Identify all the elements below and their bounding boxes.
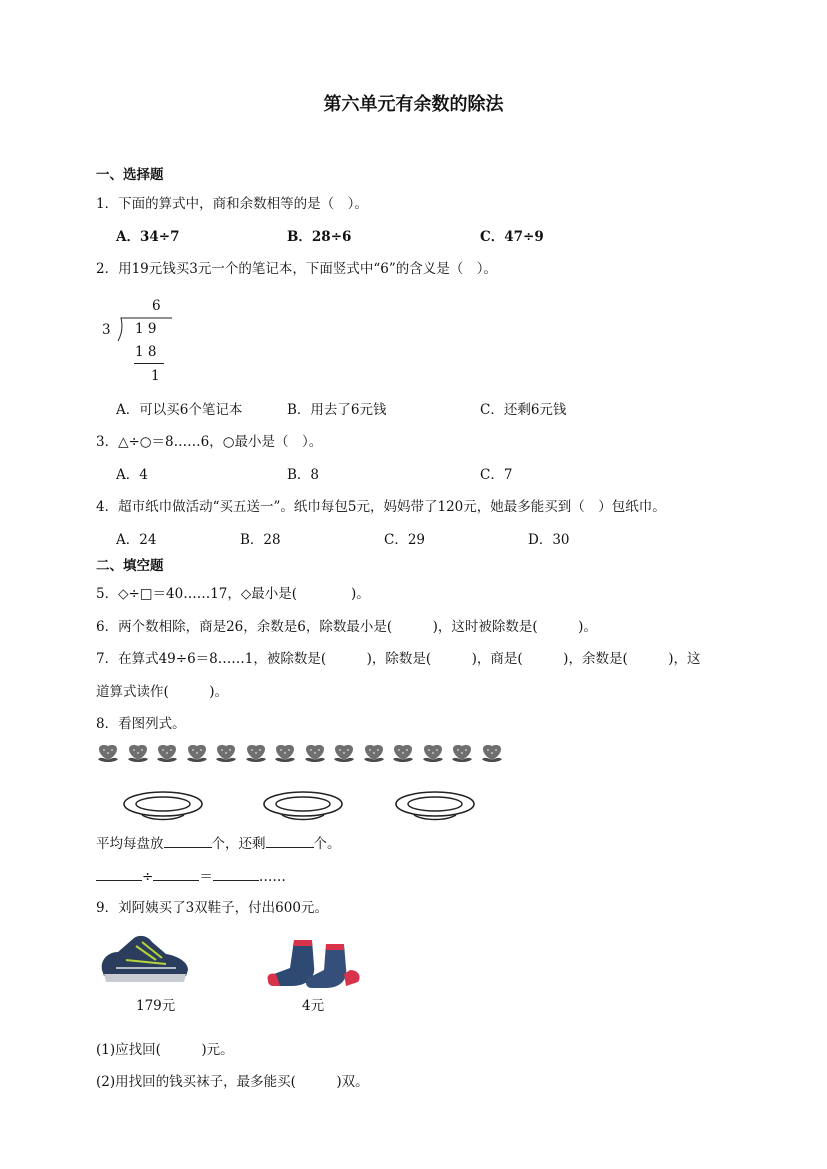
- q9-stem: 9．刘阿姨买了3双鞋子，付出600元。: [96, 900, 328, 916]
- q4-option-c: C．29: [384, 532, 426, 548]
- strawberry-icon: [391, 743, 415, 765]
- strawberry-icon: [362, 743, 386, 765]
- q8-answer-line2: [96, 868, 286, 885]
- q4-option-d: D．30: [528, 532, 570, 548]
- q8-text-end: 个。: [313, 836, 341, 852]
- q1-option-a: A．34÷7: [116, 229, 180, 245]
- strawberry-icon: [96, 743, 120, 765]
- socks-price: 4元: [302, 998, 325, 1014]
- division-product: 1 8: [135, 344, 157, 360]
- blank-dividend[interactable]: [96, 868, 142, 881]
- strawberry-icon: [421, 743, 445, 765]
- q6-text: 6．两个数相除，商是26，余数是6，除数最小是( )，这时被除数是( )。: [96, 619, 597, 635]
- long-division-figure: [96, 296, 186, 388]
- equals-sign: ＝: [199, 869, 213, 885]
- q8-answer-line1: [96, 835, 341, 852]
- strawberry-icon: [273, 743, 297, 765]
- division-dividend: 1 9: [135, 321, 157, 337]
- q5-text: 5．◇÷□＝40……17，◇最小是( )。: [96, 586, 370, 602]
- q7-line2: 道算式读作( )。: [96, 684, 229, 700]
- section-heading-choice: 一、选择题: [96, 167, 164, 183]
- q9-sub2: (2)用找回的钱买袜子，最多能买( )双。: [96, 1074, 369, 1090]
- division-sign: ÷: [142, 869, 154, 885]
- strawberry-icon: [214, 743, 238, 765]
- q2-option-a: A．可以买6个笔记本: [116, 402, 243, 418]
- blank-per-plate[interactable]: [164, 835, 212, 848]
- division-divisor: 3: [102, 322, 111, 338]
- plate-icon: [122, 790, 204, 822]
- q4-option-b: B．28: [240, 532, 281, 548]
- plate-icon: [394, 790, 476, 822]
- sneaker-image: [96, 930, 192, 986]
- strawberry-icon: [450, 743, 474, 765]
- q9-sub1: (1)应找回( )元。: [96, 1042, 234, 1058]
- q2-stem: 2．用19元钱买3元一个的笔记本，下面竖式中“6”的含义是（ ）。: [96, 261, 497, 277]
- strawberry-icon: [480, 743, 504, 765]
- sneaker-price: 179元: [136, 998, 176, 1014]
- q7-line1: 7．在算式49÷6＝8……1，被除数是( )，除数是( )，商是( )，余数是( )，这: [96, 651, 701, 667]
- q8-text-per-plate: 平均每盘放: [96, 836, 164, 852]
- strawberry-icon: [126, 743, 150, 765]
- socks-image: [264, 936, 364, 992]
- q3-stem: 3．△÷○＝8……6，○最小是（ ）。: [96, 434, 323, 450]
- strawberry-icon: [155, 743, 179, 765]
- q8-text-remain: 个，还剩: [211, 836, 266, 852]
- q1-option-c: C．47÷9: [480, 229, 544, 245]
- q4-stem: 4．超市纸巾做活动“买五送一”。纸巾每包5元，妈妈带了120元，她最多能买到（ ）包纸巾。: [96, 499, 666, 515]
- q1-stem: 1．下面的算式中，商和余数相等的是（ ）。: [96, 196, 368, 212]
- q3-option-a: A．4: [116, 467, 148, 483]
- division-remainder: 1: [151, 368, 160, 384]
- page-title: 第六单元有余数的除法: [323, 94, 504, 115]
- strawberry-icon: [332, 743, 356, 765]
- blank-quotient[interactable]: [213, 868, 259, 881]
- q8-stem: 8．看图列式。: [96, 716, 186, 732]
- strawberry-icon: [185, 743, 209, 765]
- division-rule: [134, 363, 164, 364]
- q4-option-a: A．24: [116, 532, 157, 548]
- q1-option-b: B．28÷6: [287, 229, 352, 245]
- section-heading-fill: 二、填空题: [96, 558, 164, 574]
- blank-divisor[interactable]: [153, 868, 199, 881]
- blank-remainder[interactable]: [266, 835, 314, 848]
- q2-option-b: B．用去了6元钱: [287, 402, 387, 418]
- division-quotient: 6: [152, 298, 161, 314]
- q2-option-c: C．还剩6元钱: [480, 402, 567, 418]
- plate-icon: [262, 790, 344, 822]
- q3-option-c: C．7: [480, 467, 513, 483]
- remainder-dots: ……: [258, 869, 286, 885]
- q3-option-b: B．8: [287, 467, 320, 483]
- strawberry-icon: [303, 743, 327, 765]
- strawberry-icon: [244, 743, 268, 765]
